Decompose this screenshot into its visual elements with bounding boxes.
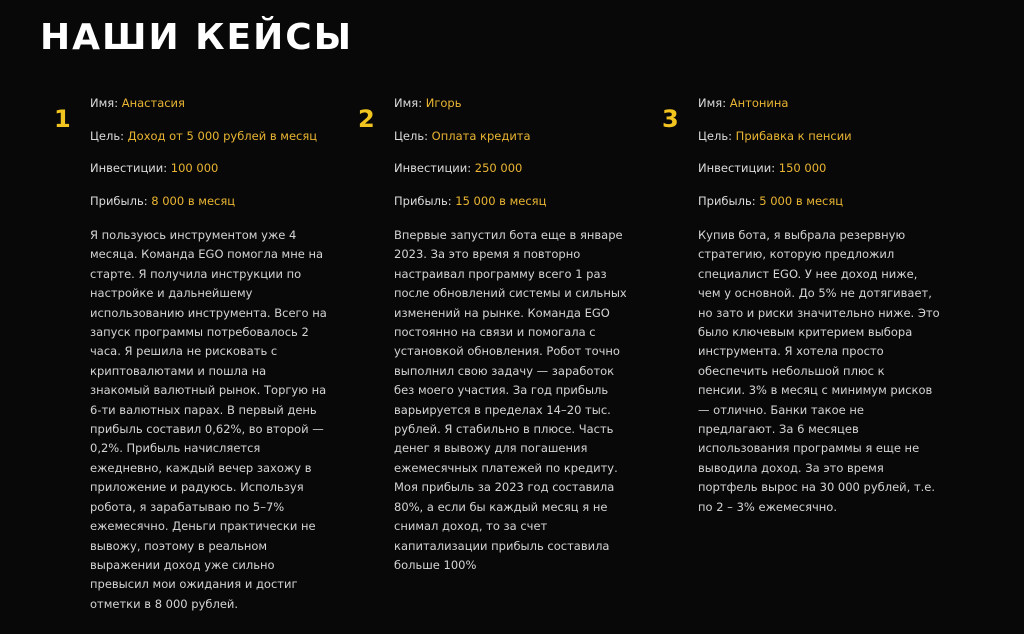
case-details (90, 96, 334, 614)
story-line: 0,2%. Прибыль начисляется (90, 441, 261, 456)
story-line: месяца. Команда EGO помогла мне на (90, 247, 324, 262)
story-line: было ключевым критерием выбора (698, 325, 913, 340)
story-line: робота, я зарабатываю по 5–7% (90, 499, 285, 514)
investment-label: Инвестиции: (90, 161, 168, 175)
story-line: превысил мои ожидания и достиг (90, 577, 298, 592)
case-story (698, 226, 942, 517)
goal-label: Цель: (698, 128, 733, 143)
story-line: пенсии. 3% в месяц с минимум рисков (698, 383, 933, 398)
case-story (394, 226, 638, 575)
story-line: выполнил свою задачу — заработок (394, 363, 615, 378)
profit-field (90, 194, 334, 227)
story-line: ежемесячно. Деньги практически не (90, 519, 316, 534)
story-line: запуск программы потребовалось 2 (90, 325, 309, 340)
case-details (394, 96, 638, 575)
story-line: Моя прибыль за 2023 год составила (394, 480, 615, 495)
goal-value: Прибавка к пенсии (735, 128, 852, 143)
story-line: обеспечить небольшой плюс к (698, 363, 885, 378)
story-line: настройке и дальнейшему (90, 286, 253, 301)
story-line: 6-ти валютных парах. В первый день (90, 402, 317, 417)
story-line: стратегию, которую предложил (698, 247, 895, 262)
story-line: отметки в 8 000 рублей. (90, 596, 239, 611)
story-line: использованию инструмента. Всего на (90, 305, 327, 320)
name-value: Антонина (729, 96, 789, 110)
profit-value: 15 000 в месяц (455, 193, 547, 208)
story-line: инструмента. Я хотела просто (698, 344, 884, 359)
story-line: снимал доход, то за счет (394, 519, 548, 534)
goal-value: Доход от 5 000 рублей в месяц (127, 128, 318, 143)
story-line: специалист EGO. У нее доход ниже, (698, 266, 918, 281)
story-line: больше 100% (394, 557, 477, 572)
name-value: Анастасия (121, 96, 185, 110)
story-line: ежедневно, каждый вечер захожу в (90, 460, 312, 475)
story-line: чем у основной. До 5% не дотягивает, (698, 286, 932, 301)
investment-value: 150 000 (778, 161, 827, 175)
profit-value: 8 000 в месяц (151, 193, 236, 208)
story-line: после обновлений системы и сильных (394, 286, 627, 301)
story-line: ежемесячных платежей по кредиту. (394, 460, 618, 475)
story-line: 80%, а если бы каждый месяц я не (394, 499, 608, 514)
investment-value: 250 000 (474, 161, 523, 175)
name-field (394, 96, 638, 129)
investment-field (90, 161, 334, 194)
goal-label: Цель: (90, 128, 125, 143)
investment-label: Инвестиции: (394, 161, 472, 175)
story-line: установкой обновления. Робот точно (394, 344, 620, 359)
story-line: настраивал программу всего 1 раз (394, 266, 607, 281)
story-line: капитализации прибыль составила (394, 538, 610, 553)
story-line: Купив бота, я выбрала резервную (698, 228, 906, 242)
profit-label: Прибыль: (90, 193, 148, 208)
story-line: знакомый валютный рынок. Торгую на (90, 383, 327, 398)
story-line: варьируется в пределах 14–20 тыс. (394, 402, 611, 417)
name-label: Имя: (394, 96, 423, 110)
name-value: Игорь (425, 96, 462, 110)
investment-field (698, 161, 942, 194)
profit-label: Прибыль: (698, 193, 756, 208)
case-story (90, 226, 334, 614)
goal-field (394, 129, 638, 162)
name-field (90, 96, 334, 129)
case-number: 2 (358, 105, 375, 133)
story-line: Впервые запустил бота еще в январе (394, 228, 623, 242)
story-line: портфель вырос на 30 000 рублей, т.е. (698, 480, 936, 495)
story-line: но зато и риски значительно ниже. Это (698, 305, 940, 320)
story-line: по 2 – 3% ежемесячно. (698, 499, 837, 514)
story-line: изменений на рынке. Команда EGO (394, 305, 610, 320)
story-line: криптовалютами и пошла на (90, 363, 267, 378)
goal-value: Оплата кредита (431, 128, 531, 143)
story-line: приложение и радуюсь. Используя (90, 480, 304, 495)
investment-value: 100 000 (170, 161, 219, 175)
story-line: вывожу, поэтому в реальном (90, 538, 268, 553)
story-line: постоянно на связи и помогала с (394, 325, 596, 340)
profit-value: 5 000 в месяц (759, 193, 844, 208)
investment-label: Инвестиции: (698, 161, 776, 175)
goal-field (698, 129, 942, 162)
goal-field (90, 129, 334, 162)
story-line: рублей. Я стабильно в плюсе. Часть (394, 422, 614, 437)
profit-field (698, 194, 942, 227)
story-line: денег я вывожу для погашения (394, 441, 588, 456)
page-title: НАШИ КЕЙСЫ (40, 17, 353, 58)
investment-field (394, 161, 638, 194)
story-line: Я пользуюсь инструментом уже 4 (90, 228, 297, 242)
story-line: без моего участия. За год прибыль (394, 383, 609, 398)
story-line: выражении доход уже сильно (90, 557, 275, 572)
story-line: — отлично. Банки такое не (698, 402, 864, 417)
story-line: старте. Я получила инструкции по (90, 266, 302, 281)
name-label: Имя: (90, 96, 119, 110)
story-line: предлагают. За 6 месяцев (698, 422, 859, 437)
name-label: Имя: (698, 96, 727, 110)
name-field (698, 96, 942, 129)
story-line: часа. Я решила не рисковать с (90, 344, 278, 359)
profit-label: Прибыль: (394, 193, 452, 208)
case-number: 3 (662, 105, 679, 133)
story-line: использования программы я еще не (698, 441, 920, 456)
story-line: 2023. За это время я повторно (394, 247, 581, 262)
goal-label: Цель: (394, 128, 429, 143)
case-details (698, 96, 942, 517)
story-line: выводила доход. За это время (698, 460, 884, 475)
story-line: прибыль составил 0,62%, во второй — (90, 422, 324, 437)
profit-field (394, 194, 638, 227)
case-number: 1 (54, 105, 71, 133)
